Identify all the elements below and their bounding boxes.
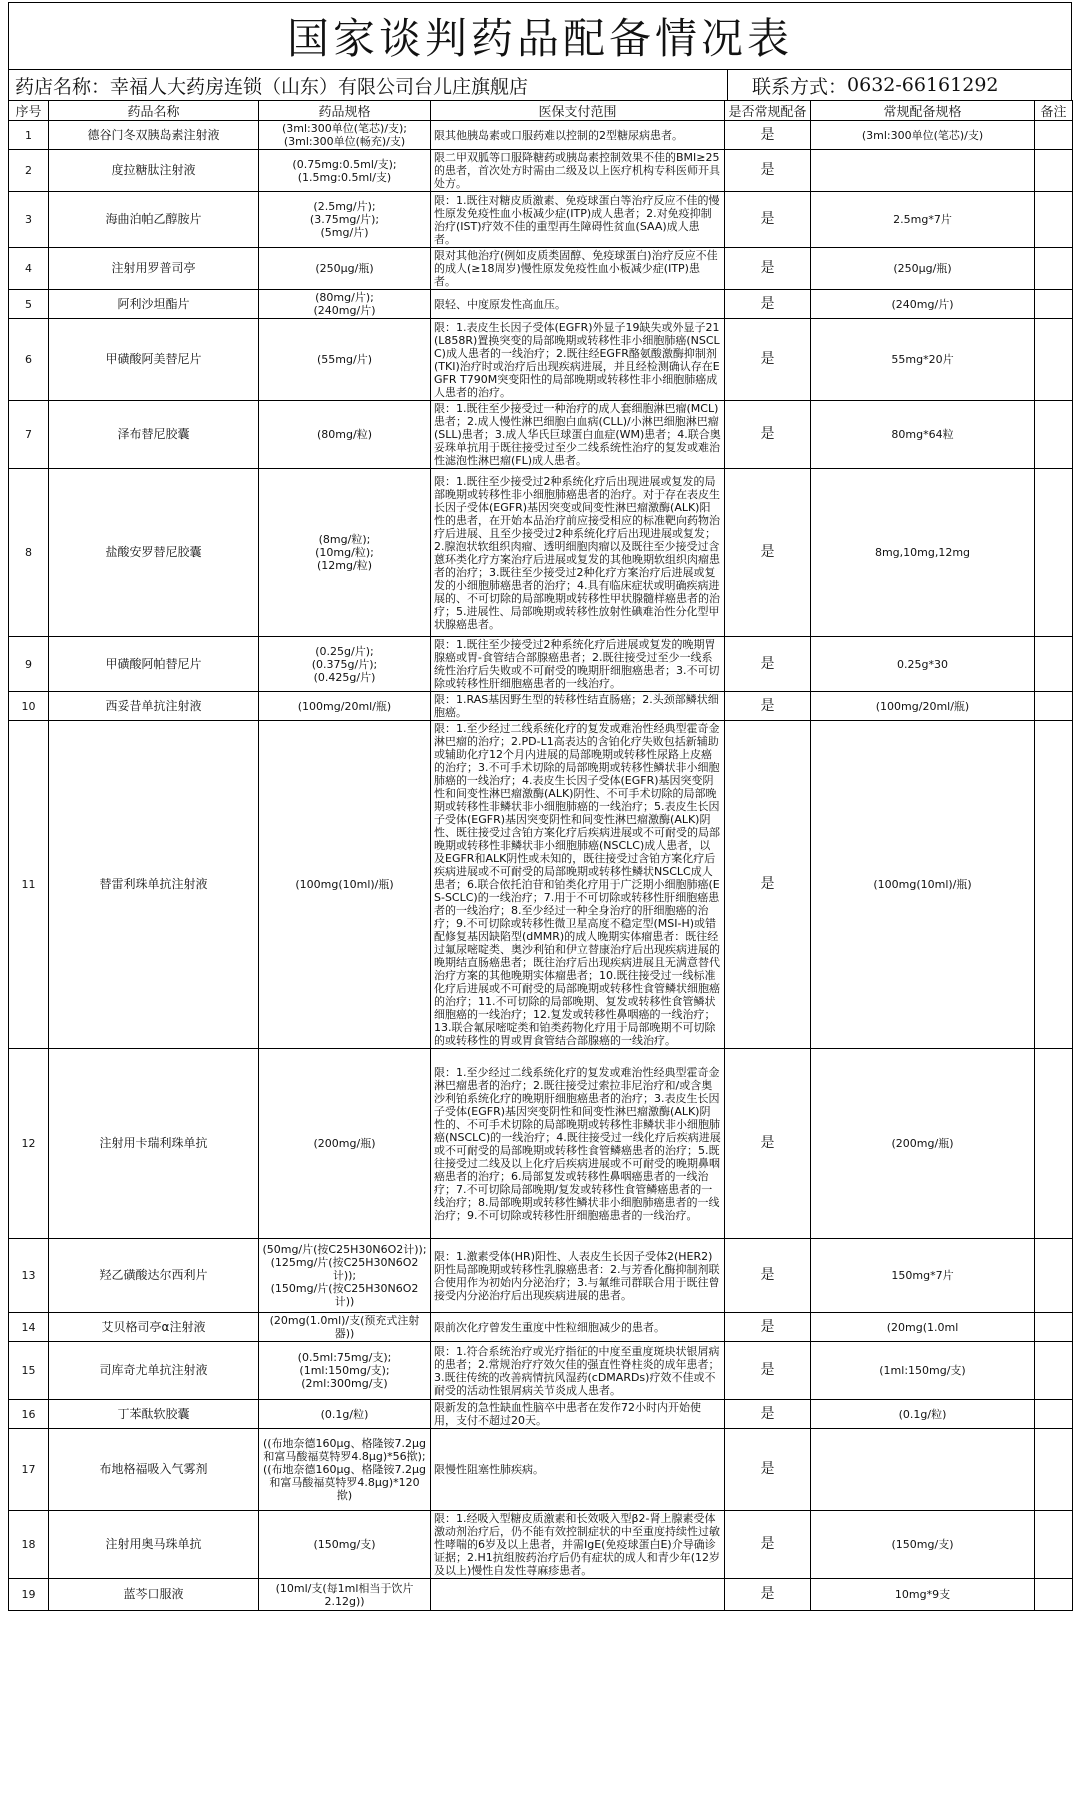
table-row [9, 192, 1073, 248]
row-number: 9 [9, 637, 49, 692]
drug-spec: (80mg/片); (240mg/片) [259, 290, 431, 319]
stock-spec [811, 1429, 1035, 1511]
coverage-scope: 限：1.既往至少接受过一种治疗的成人套细胞淋巴瘤(MCL)患者；2.成人慢性淋巴细胞白血病(CLL)/小淋巴细胞淋巴瘤(SLL)患者；3.成人华氏巨球蛋白血症(WM)患者；4.联合奥妥珠单抗用于既往接受过至少二线系统性治疗的复发或难治性滤泡性淋巴瘤(FL)成人患者。 [431, 401, 725, 469]
drug-name: 度拉糖肽注射液 [49, 150, 259, 192]
stock-status: 是 [725, 319, 811, 401]
row-number: 6 [9, 319, 49, 401]
header-scope: 医保支付范围 [431, 101, 725, 121]
note [1035, 150, 1073, 192]
table-row [9, 1342, 1073, 1400]
drug-spec: (0.75mg:0.5ml/支); (1.5mg:0.5ml/支) [259, 150, 431, 192]
note [1035, 401, 1073, 469]
drug-name: 西妥昔单抗注射液 [49, 692, 259, 721]
coverage-scope: 限：1.既往至少接受过2种系统化疗后出现进展或复发的局部晚期或转移性非小细胞肺癌患者的治疗。对于存在表皮生长因子受体(EGFR)基因突变或间变性淋巴瘤激酶(ALK)阳性的患者，在开始本品治疗前应接受相应的标准靶向药物治疗后进展、且至少接受过2种系统化疗后出现进展或复发；2.腺泡状软组织肉瘤、透明细胞肉瘤以及既往至少接受过含蒽环类化疗方案治疗后进展或复发的其他晚期软组织肉瘤患者的治疗；3.既往至少接受过2种化疗方案治疗后进展或复发的小细胞肺癌患者的治疗；4.具有临床症状或明确疾病进展的、不可切除的局部晚期或转移性甲状腺髓样癌患者的治疗；5.进展性、局部晚期或转移性放射性碘难治性分化型甲状腺癌患者。 [431, 469, 725, 637]
table-row [9, 1239, 1073, 1313]
note [1035, 192, 1073, 248]
stock-spec [811, 150, 1035, 192]
drug-spec: (150mg/支) [259, 1511, 431, 1579]
stock-spec: (3ml:300单位(笔芯)/支) [811, 121, 1035, 150]
stock-status: 是 [725, 1342, 811, 1400]
stock-status: 是 [725, 692, 811, 721]
coverage-scope: 限慢性阻塞性肺疾病。 [431, 1429, 725, 1511]
note [1035, 1313, 1073, 1342]
table-row [9, 319, 1073, 401]
drug-name: 蓝芩口服液 [49, 1579, 259, 1611]
stock-spec: (1ml:150mg/支) [811, 1342, 1035, 1400]
drug-spec: (100mg/20ml/瓶) [259, 692, 431, 721]
drug-name: 司库奇尤单抗注射液 [49, 1342, 259, 1400]
header-row [9, 101, 1073, 121]
row-number: 18 [9, 1511, 49, 1579]
stock-status: 是 [725, 1400, 811, 1429]
header-stock: 是否常规配备 [725, 101, 811, 121]
row-number: 19 [9, 1579, 49, 1611]
drug-spec: (3ml:300单位(笔芯)/支); (3ml:300单位(畅充)/支) [259, 121, 431, 150]
coverage-scope: 限：1.既往至少接受过2种系统化疗后进展或复发的晚期胃腺癌或胃-食管结合部腺癌患者；2.既往接受过至少一线系统性治疗后失败或不可耐受的晚期肝细胞癌患者；3.不可切除或转移性肝细胞癌患者的一线治疗。 [431, 637, 725, 692]
note [1035, 692, 1073, 721]
table-row [9, 469, 1073, 637]
contact-label: 联系方式： [752, 75, 848, 98]
store-name-cell [9, 70, 728, 100]
note [1035, 319, 1073, 401]
stock-spec: (150mg/支) [811, 1511, 1035, 1579]
stock-spec: 80mg*64粒 [811, 401, 1035, 469]
drug-spec: (250μg/瓶) [259, 248, 431, 290]
drug-name: 泽布替尼胶囊 [49, 401, 259, 469]
stock-status: 是 [725, 192, 811, 248]
stock-status: 是 [725, 1313, 811, 1342]
header-dose: 常规配备规格 [811, 101, 1035, 121]
row-number: 2 [9, 150, 49, 192]
table-row [9, 1511, 1073, 1579]
drug-spec: (2.5mg/片); (3.75mg/片); (5mg/片) [259, 192, 431, 248]
drug-spec: (55mg/片) [259, 319, 431, 401]
coverage-scope: 限：1.至少经过二线系统化疗的复发或难治性经典型霍奇金淋巴瘤的治疗；2.PD-L1高表达的含铂化疗失败包括新辅助或辅助化疗12个月内进展的局部晚期或转移性尿路上皮癌的治疗；3.不可手术切除的局部晚期或转移性鳞状非小细胞肺癌的一线治疗；4.表皮生长因子受体(EGFR)基因突变阴性和间变性淋巴瘤激酶(ALK)阴性、不可手术切除的局部晚期或转移性非鳞状非小细胞肺癌的一线治疗；5.表皮生长因子受体(EGFR)基因突变阴性和间变性淋巴瘤激酶(ALK)阴性、既往接受过含铂方案化疗后疾病进展或不可耐受的局部晚期或转移性非鳞状非小细胞肺癌(NSCLC)成人患者，以及EGFR和ALK阴性或未知的，既往接受过含铂方案化疗后疾病进展或不可耐受的局部晚期或转移性鳞状NSCLC成人患者；6.联合依托泊苷和铂类化疗用于广泛期小细胞肺癌(ES-SCLC)的一线治疗；7.用于不可切除或转移性肝细胞癌患者的一线治疗；8.至少经过一种全身治疗的肝细胞癌的治疗；9.不可切除或转移性微卫星高度不稳定型(MSI-H)或错配修复基因缺陷型(dMMR)的成人晚期实体瘤患者：既往经过氟尿嘧啶类、奥沙利铂和伊立替康治疗后出现疾病进展的晚期结直肠癌患者；既往治疗后出现疾病进展且无满意替代治疗方案的其他晚期实体瘤患者；10.既往接受过一线标准化疗后进展或不可耐受的局部晚期或转移性食管鳞状细胞癌的治疗；11.不可切除的局部晚期、复发或转移性食管鳞状细胞癌的一线治疗；12.复发或转移性鼻咽癌的一线治疗；13.联合氟尿嘧啶类和铂类药物化疗用于局部晚期不可切除的或转移性的胃或胃食管结合部腺癌的一线治疗。 [431, 721, 725, 1049]
stock-spec: 2.5mg*7片 [811, 192, 1035, 248]
header-name: 药品名称 [49, 101, 259, 121]
note [1035, 290, 1073, 319]
store-info-row [8, 69, 1072, 100]
table-row [9, 721, 1073, 1049]
table-row [9, 692, 1073, 721]
drug-name: 艾贝格司亭α注射液 [49, 1313, 259, 1342]
store-name: 幸福人大药房连锁（山东）有限公司台儿庄旗舰店 [110, 75, 529, 98]
note [1035, 1400, 1073, 1429]
coverage-scope: 限其他胰岛素或口服药难以控制的2型糖尿病患者。 [431, 121, 725, 150]
note [1035, 1049, 1073, 1239]
stock-status: 是 [725, 469, 811, 637]
stock-status: 是 [725, 290, 811, 319]
stock-spec: (200mg/瓶) [811, 1049, 1035, 1239]
drug-spec: (0.1g/粒) [259, 1400, 431, 1429]
stock-spec: 8mg,10mg,12mg [811, 469, 1035, 637]
stock-status: 是 [725, 1239, 811, 1313]
coverage-scope: 限：1.经吸入型糖皮质激素和长效吸入型β2-肾上腺素受体激动剂治疗后，仍不能有效控制症状的中至重度持续性过敏性哮喘的6岁及以上患者，并需IgE(免疫球蛋白E)介导确诊证据；2.H1抗组胺药治疗后仍有症状的成人和青少年(12岁及以上)慢性自发性荨麻疹患者。 [431, 1511, 725, 1579]
drug-name: 替雷利珠单抗注射液 [49, 721, 259, 1049]
stock-status: 是 [725, 121, 811, 150]
stock-spec: 10mg*9支 [811, 1579, 1035, 1611]
drug-table [8, 100, 1073, 1611]
coverage-scope: 限：1.激素受体(HR)阳性、人表皮生长因子受体2(HER2)阴性局部晚期或转移性乳腺癌患者：2.与芳香化酶抑制剂联合使用作为初始内分泌治疗；3.与氟维司群联合用于既往曾接受内分泌治疗后出现疾病进展的患者。 [431, 1239, 725, 1313]
drug-name: 注射用卡瑞利珠单抗 [49, 1049, 259, 1239]
drug-name: 海曲泊帕乙醇胺片 [49, 192, 259, 248]
stock-status: 是 [725, 248, 811, 290]
note [1035, 1579, 1073, 1611]
drug-spec: (0.5ml:75mg/支); (1ml:150mg/支); (2ml:300mg/支) [259, 1342, 431, 1400]
coverage-scope: 限：1.符合系统治疗或光疗指征的中度至重度斑块状银屑病的患者；2.常规治疗疗效欠佳的强直性脊柱炎的成年患者；3.既往传统的改善病情抗风湿药(cDMARDs)疗效不佳或不耐受的活动性银屑病关节炎成人患者。 [431, 1342, 725, 1400]
coverage-scope: 限：1.表皮生长因子受体(EGFR)外显子19缺失或外显子21(L858R)置换突变的局部晚期或转移性非小细胞肺癌(NSCLC)成人患者的一线治疗；2.既往经EGFR酪氨酸激酶抑制剂(TKI)治疗时或治疗后出现疾病进展，并且经检测确认存在EGFR T790M突变阳性的局部晚期或转移性非小细胞肺癌成人患者的治疗。 [431, 319, 725, 401]
stock-status: 是 [725, 721, 811, 1049]
note [1035, 1429, 1073, 1511]
drug-spec: (8mg/粒); (10mg/粒); (12mg/粒) [259, 469, 431, 637]
coverage-scope [431, 1579, 725, 1611]
stock-status: 是 [725, 150, 811, 192]
drug-spec: (50mg/片(按C25H30N6O2计)); (125mg/片(按C25H30N6O2计)); (150mg/片(按C25H30N6O2计)) [259, 1239, 431, 1313]
row-number: 13 [9, 1239, 49, 1313]
stock-spec: (100mg/20ml/瓶) [811, 692, 1035, 721]
row-number: 12 [9, 1049, 49, 1239]
note [1035, 248, 1073, 290]
drug-spec: (80mg/粒) [259, 401, 431, 469]
stock-status: 是 [725, 1429, 811, 1511]
row-number: 8 [9, 469, 49, 637]
table-row [9, 1579, 1073, 1611]
coverage-scope: 限：1.至少经过二线系统化疗的复发或难治性经典型霍奇金淋巴瘤患者的治疗；2.既往接受过索拉非尼治疗和/或含奥沙利铂系统化疗的晚期肝细胞癌患者的治疗；3.表皮生长因子受体(EGFR)基因突变阴性和间变性淋巴瘤激酶(ALK)阴性的、不可手术切除的局部晚期或转移性非鳞状非小细胞肺癌(NSCLC)的一线治疗；4.既往接受过一线化疗后疾病进展或不可耐受的局部晚期或转移性食管鳞癌患者的治疗；5.既往接受过二线及以上化疗后疾病进展或不可耐受的晚期鼻咽癌患者的治疗；6.局部复发或转移性鼻咽癌患者的一线治疗；7.不可切除局部晚期/复发或转移性食管鳞癌患者的一线治疗；8.局部晚期或转移性鳞状非小细胞肺癌患者的一线治疗；9.不可切除或转移性肝细胞癌患者的一线治疗。 [431, 1049, 725, 1239]
row-number: 4 [9, 248, 49, 290]
table-row [9, 1400, 1073, 1429]
drug-name: 盐酸安罗替尼胶囊 [49, 469, 259, 637]
drug-spec: (0.25g/片); (0.375g/片); (0.425g/片) [259, 637, 431, 692]
drug-spec: (20mg(1.0ml)/支(预充式注射器)) [259, 1313, 431, 1342]
row-number: 15 [9, 1342, 49, 1400]
table-row [9, 121, 1073, 150]
coverage-scope: 限：1.RAS基因野生型的转移性结直肠癌；2.头颈部鳞状细胞癌。 [431, 692, 725, 721]
stock-status: 是 [725, 1511, 811, 1579]
table-row [9, 290, 1073, 319]
drug-name: 布地格福吸入气雾剂 [49, 1429, 259, 1511]
contact-value: 0632-66161292 [847, 74, 999, 96]
drug-name: 羟乙磺酸达尔西利片 [49, 1239, 259, 1313]
coverage-scope: 限：1.既往对糖皮质激素、免疫球蛋白等治疗反应不佳的慢性原发免疫性血小板减少症(ITP)成人患者；2.对免疫抑制治疗(IST)疗效不佳的重型再生障碍性贫血(SAA)成人患者。 [431, 192, 725, 248]
stock-spec: 55mg*20片 [811, 319, 1035, 401]
table-row [9, 150, 1073, 192]
stock-spec: (240mg/片) [811, 290, 1035, 319]
row-number: 3 [9, 192, 49, 248]
drug-name: 阿利沙坦酯片 [49, 290, 259, 319]
stock-spec: (100mg(10ml)/瓶) [811, 721, 1035, 1049]
drug-spec: ((布地奈德160μg、格隆铵7.2μg和富马酸福莫特罗4.8μg)*56揿); ((布地奈德160μg、格隆铵7.2μg和富马酸福莫特罗4.8μg)*120揿) [259, 1429, 431, 1511]
note [1035, 469, 1073, 637]
note [1035, 637, 1073, 692]
stock-status: 是 [725, 1579, 811, 1611]
drug-spec: (100mg(10ml)/瓶) [259, 721, 431, 1049]
table-row [9, 248, 1073, 290]
row-number: 10 [9, 692, 49, 721]
drug-spec: (200mg/瓶) [259, 1049, 431, 1239]
header-spec: 药品规格 [259, 101, 431, 121]
header-note: 备注 [1035, 101, 1073, 121]
row-number: 7 [9, 401, 49, 469]
coverage-scope: 限对其他治疗(例如皮质类固醇、免疫球蛋白)治疗反应不佳的成人(≥18周岁)慢性原发免疫性血小板减少症(ITP)患者。 [431, 248, 725, 290]
drug-name: 注射用罗普司亭 [49, 248, 259, 290]
drug-name: 甲磺酸阿帕替尼片 [49, 637, 259, 692]
row-number: 16 [9, 1400, 49, 1429]
note [1035, 121, 1073, 150]
stock-status: 是 [725, 637, 811, 692]
table-row [9, 401, 1073, 469]
stock-spec: (20mg(1.0ml [811, 1313, 1035, 1342]
drug-name: 注射用奥马珠单抗 [49, 1511, 259, 1579]
table-row [9, 1429, 1073, 1511]
page-title: 国家谈判药品配备情况表 [8, 2, 1072, 69]
coverage-scope: 限二甲双胍等口服降糖药或胰岛素控制效果不佳的BMI≥25的患者，首次处方时需由二级及以上医疗机构专科医师开具处方。 [431, 150, 725, 192]
drug-name: 德谷门冬双胰岛素注射液 [49, 121, 259, 150]
drug-name: 甲磺酸阿美替尼片 [49, 319, 259, 401]
note [1035, 1342, 1073, 1400]
stock-status: 是 [725, 401, 811, 469]
stock-spec: 150mg*7片 [811, 1239, 1035, 1313]
note [1035, 1239, 1073, 1313]
note [1035, 721, 1073, 1049]
coverage-scope: 限新发的急性缺血性脑卒中患者在发作72小时内开始使用，支付不超过20天。 [431, 1400, 725, 1429]
coverage-scope: 限前次化疗曾发生重度中性粒细胞减少的患者。 [431, 1313, 725, 1342]
table-row [9, 1049, 1073, 1239]
drug-name: 丁苯酞软胶囊 [49, 1400, 259, 1429]
stock-spec: (250μg/瓶) [811, 248, 1035, 290]
row-number: 1 [9, 121, 49, 150]
table-row [9, 1313, 1073, 1342]
stock-spec: (0.1g/粒) [811, 1400, 1035, 1429]
row-number: 17 [9, 1429, 49, 1511]
stock-status: 是 [725, 1049, 811, 1239]
drug-spec: (10ml/支(每1ml相当于饮片2.12g)) [259, 1579, 431, 1611]
table-row [9, 637, 1073, 692]
row-number: 11 [9, 721, 49, 1049]
row-number: 14 [9, 1313, 49, 1342]
store-label: 药店名称： [15, 75, 111, 98]
note [1035, 1511, 1073, 1579]
contact-cell [728, 70, 1071, 100]
stock-spec: 0.25g*30 [811, 637, 1035, 692]
header-no: 序号 [9, 101, 49, 121]
coverage-scope: 限轻、中度原发性高血压。 [431, 290, 725, 319]
row-number: 5 [9, 290, 49, 319]
sheet [8, 2, 1072, 1611]
